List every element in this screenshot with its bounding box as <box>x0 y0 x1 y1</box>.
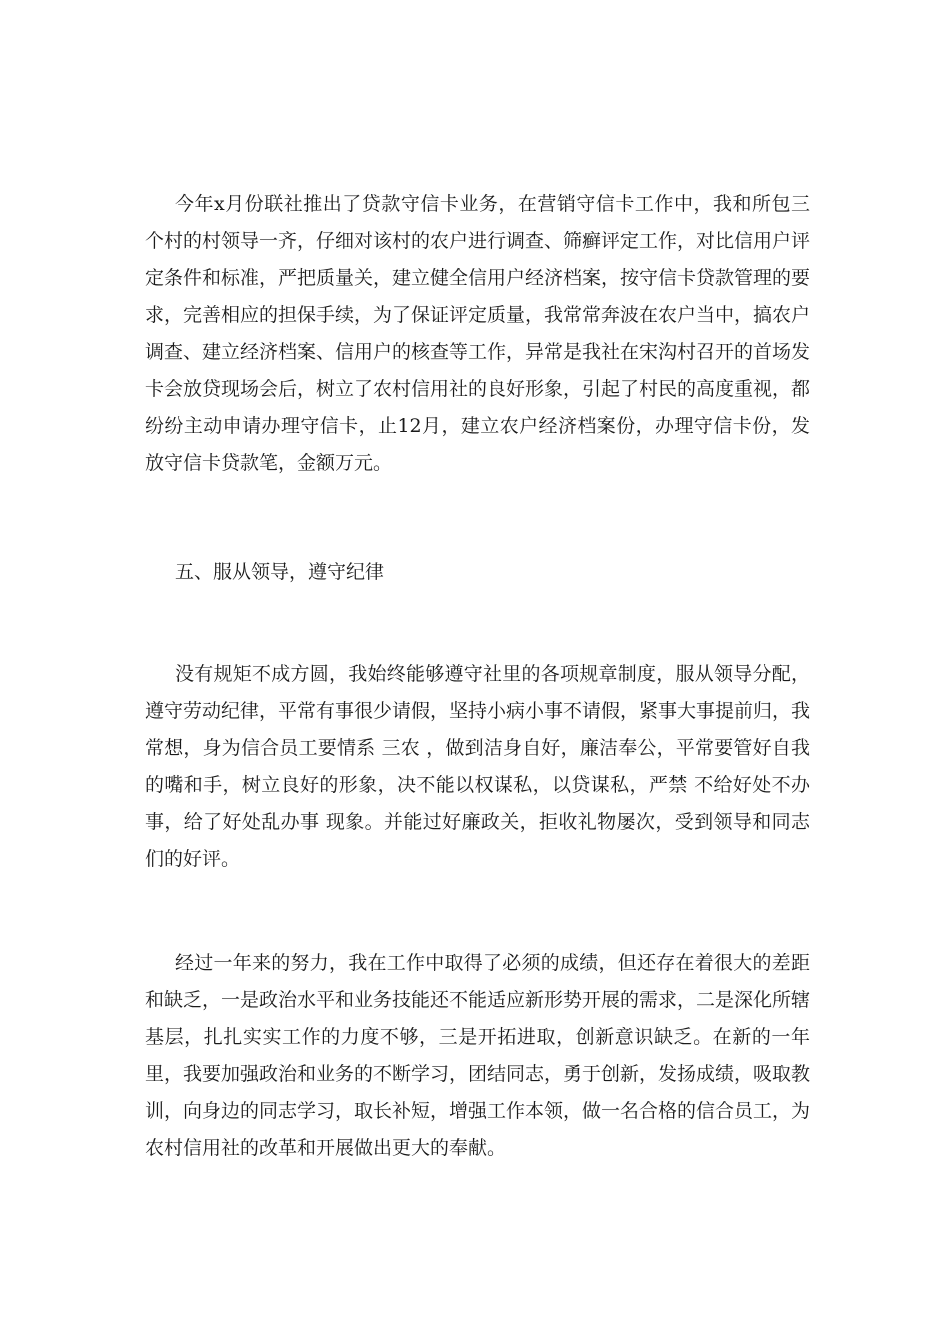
paragraph-credit-card-work: 今年x月份联社推出了贷款守信卡业务，在营销守信卡工作中，我和所包三个村的村领导一齐，仔细对该村的农户进行调查、筛癣评定工作，对比信用户评定条件和标准，严把质量关，建立健全信用户经济档案，按守信卡贷款管理的要求，完善相应的担保手续，为了保证评定质量，我常常奔波在农户当中，搞农户调查、建立经济档案、信用户的核查等工作，异常是我社在宋沟村召开的首场发卡会放贷现场会后，树立了农村信用社的良好形象，引起了村民的高度重视，都纷纷主动申请办理守信卡，止12月，建立农户经济档案份，办理守信卡份，发放守信卡贷款笔，金额万元。 <box>145 193 811 474</box>
section-heading-discipline: 五、服从领导，遵守纪律 <box>175 561 385 583</box>
paragraph-summary: 经过一年来的努力，我在工作中取得了必须的成绩，但还存在着很大的差距和缺乏，一是政治水平和业务技能还不能适应新形势开展的需求，二是深化所辖基层，扎扎实实工作的力度不够，三是开拓进取，创新意识缺乏。在新的一年里，我要加强政治和业务的不断学习，团结同志，勇于创新，发扬成绩，吸取教训，向身边的同志学习，取长补短，增强工作本领，做一名合格的信合员工，为农村信用社的改革和开展做出更大的奉献。 <box>145 952 811 1159</box>
paragraph-discipline: 没有规矩不成方圆，我始终能够遵守社里的各项规章制度，服从领导分配，遵守劳动纪律，平常有事很少请假，坚持小病小事不请假，紧事大事提前归，我常想，身为信合员工要情系 三农 ，做到洁身自好，廉洁奉公，平常要管好自我的嘴和手，树立良好的形象，决不能以权谋私，以贷谋私，严禁 不给好处不办事，给了好处乱办事 现象。并能过好廉政关，拒收礼物屡次，受到领导和同志们的好评。 <box>145 663 811 870</box>
